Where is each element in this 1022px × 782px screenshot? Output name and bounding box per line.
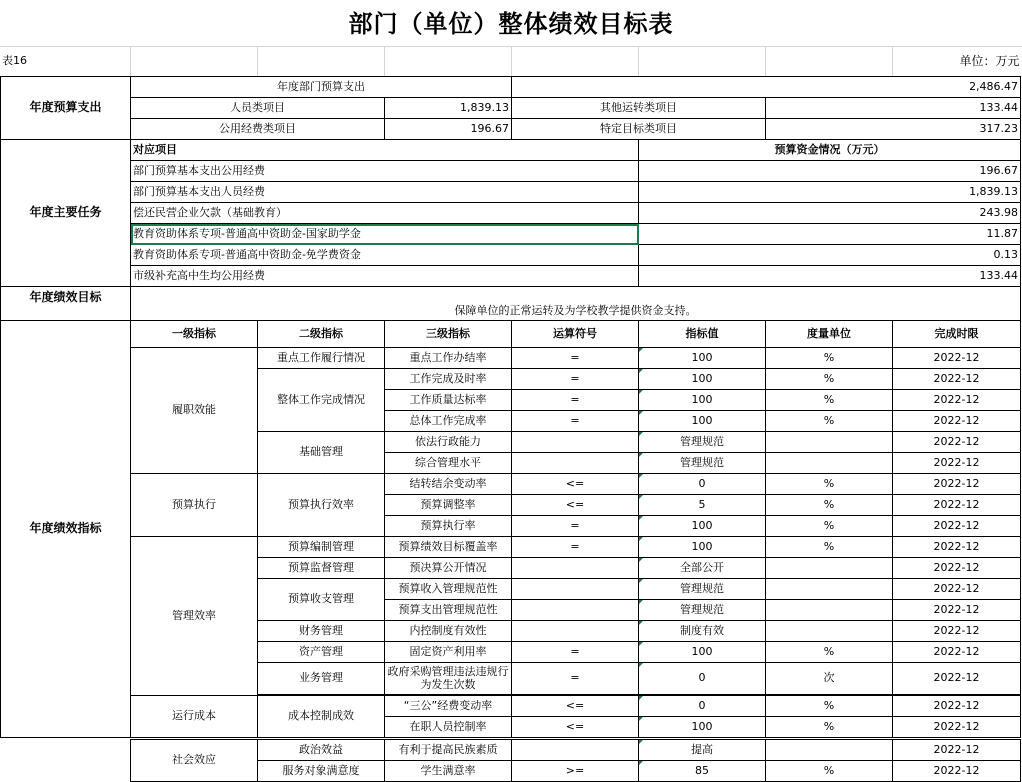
public-expense-value[interactable]: 196.67 [385, 119, 512, 140]
public-expense-label[interactable]: 公用经费类项目 [131, 119, 385, 140]
deadline-cell[interactable]: 2022-12 [893, 474, 1021, 495]
task-name-selected-cell[interactable]: 教育资助体系专项-普通高中资助金-国家助学金 [131, 224, 639, 245]
operator-cell[interactable] [512, 453, 639, 474]
indicator-header[interactable]: 运算符号 [512, 321, 639, 348]
unit-cell[interactable] [766, 621, 893, 642]
unit-cell[interactable]: % [766, 761, 893, 782]
social-effect-rows [130, 739, 1021, 782]
level2-cell[interactable]: 预算编制管理 [258, 537, 385, 558]
level1-cell[interactable]: 管理效率 [131, 537, 258, 696]
deadline-cell[interactable]: 2022-12 [893, 642, 1021, 663]
personnel-label[interactable]: 人员类项目 [131, 98, 385, 119]
deadline-cell[interactable]: 2022-12 [893, 411, 1021, 432]
unit-cell[interactable]: % [766, 390, 893, 411]
unit-cell[interactable] [766, 558, 893, 579]
indicator-header[interactable]: 指标值 [639, 321, 766, 348]
operator-cell[interactable] [512, 432, 639, 453]
value-cell[interactable]: 100 [639, 390, 766, 411]
value-cell[interactable]: 管理规范 [639, 453, 766, 474]
operator-cell[interactable] [512, 740, 639, 761]
indicator-header[interactable]: 完成时限 [893, 321, 1021, 348]
indicator-header[interactable]: 三级指标 [385, 321, 512, 348]
empty-cell[interactable] [130, 47, 257, 77]
operator-cell[interactable]: <= [512, 696, 639, 717]
value-cell[interactable]: 100 [639, 348, 766, 369]
other-ops-label[interactable]: 其他运转类项目 [512, 98, 766, 119]
level3-cell[interactable]: 预算执行率 [385, 516, 512, 537]
operator-cell[interactable]: = [512, 369, 639, 390]
unit-cell[interactable]: % [766, 537, 893, 558]
value-cell[interactable]: 提高 [639, 740, 766, 761]
operator-cell[interactable]: = [512, 537, 639, 558]
deadline-cell[interactable]: 2022-12 [893, 432, 1021, 453]
unit-cell[interactable]: % [766, 717, 893, 738]
level3-cell[interactable]: 固定资产利用率 [385, 642, 512, 663]
operator-cell[interactable]: = [512, 516, 639, 537]
empty-cell[interactable] [384, 47, 511, 77]
value-cell[interactable]: 0 [639, 696, 766, 717]
unit-cell[interactable] [766, 740, 893, 761]
value-cell[interactable]: 管理规范 [639, 600, 766, 621]
level1-cell[interactable]: 运行成本 [131, 696, 258, 738]
unit-cell[interactable]: % [766, 495, 893, 516]
unit-cell[interactable]: % [766, 348, 893, 369]
task-name[interactable]: 部门预算基本支出人员经费 [131, 182, 639, 203]
level3-cell[interactable]: “三公”经费变动率 [385, 696, 512, 717]
level3-cell[interactable]: 工作质量达标率 [385, 390, 512, 411]
unit-cell[interactable]: % [766, 516, 893, 537]
deadline-cell[interactable]: 2022-12 [893, 761, 1021, 782]
deadline-cell[interactable]: 2022-12 [893, 537, 1021, 558]
task-amount[interactable]: 11.87 [639, 224, 1021, 245]
level2-cell[interactable]: 预算执行效率 [258, 474, 385, 537]
unit-label: 单位：万元 [892, 47, 1022, 77]
unit-cell[interactable]: % [766, 411, 893, 432]
budget-total-value[interactable]: 2,486.47 [512, 77, 1021, 98]
level3-cell[interactable]: 预算绩效目标覆盖率 [385, 537, 512, 558]
level2-cell[interactable]: 基础管理 [258, 432, 385, 474]
level3-cell[interactable]: 依法行政能力 [385, 432, 512, 453]
level3-cell[interactable]: 总体工作完成率 [385, 411, 512, 432]
level3-cell[interactable]: 政府采购管理违法违规行为发生次数 [385, 663, 512, 695]
value-cell[interactable]: 100 [639, 516, 766, 537]
value-cell[interactable]: 100 [639, 411, 766, 432]
task-amount[interactable]: 243.98 [639, 203, 1021, 224]
operator-cell[interactable]: = [512, 348, 639, 369]
deadline-cell[interactable]: 2022-12 [893, 579, 1021, 600]
page-title: 部门（单位）整体绩效目标表 [348, 10, 674, 38]
level2-cell[interactable]: 重点工作履行情况 [258, 348, 385, 369]
level2-cell[interactable]: 预算监督管理 [258, 558, 385, 579]
deadline-cell[interactable]: 2022-12 [893, 717, 1021, 738]
value-cell[interactable]: 0 [639, 474, 766, 495]
task-name[interactable]: 偿还民营企业欠款（基础教育） [131, 203, 639, 224]
deadline-cell[interactable]: 2022-12 [893, 696, 1021, 717]
level1-cell[interactable]: 履职效能 [131, 348, 258, 474]
empty-cell[interactable] [257, 47, 384, 77]
unit-cell[interactable]: 次 [766, 663, 893, 695]
operator-cell[interactable] [512, 600, 639, 621]
value-cell[interactable]: 管理规范 [639, 432, 766, 453]
unit-cell[interactable] [766, 600, 893, 621]
other-ops-value[interactable]: 133.44 [766, 98, 1021, 119]
level3-cell[interactable]: 有利于提高民族素质 [385, 740, 512, 761]
task-amount[interactable]: 196.67 [639, 161, 1021, 182]
level3-cell[interactable]: 重点工作办结率 [385, 348, 512, 369]
operator-cell[interactable]: <= [512, 474, 639, 495]
operator-cell[interactable]: = [512, 390, 639, 411]
level2-cell[interactable]: 财务管理 [258, 621, 385, 642]
value-cell[interactable]: 85 [639, 761, 766, 782]
level3-cell[interactable]: 结转结余变动率 [385, 474, 512, 495]
level2-cell[interactable]: 服务对象满意度 [258, 761, 385, 782]
level3-cell[interactable]: 学生满意率 [385, 761, 512, 782]
table-number: 表16 [0, 47, 130, 77]
level1-cell[interactable]: 预算执行 [131, 474, 258, 537]
operator-cell[interactable] [512, 558, 639, 579]
deadline-cell[interactable]: 2022-12 [893, 663, 1021, 695]
deadline-cell[interactable]: 2022-12 [893, 348, 1021, 369]
deadline-cell[interactable]: 2022-12 [893, 621, 1021, 642]
unit-cell[interactable]: % [766, 474, 893, 495]
value-cell[interactable]: 全部公开 [639, 558, 766, 579]
level3-cell[interactable]: 预算调整率 [385, 495, 512, 516]
deadline-cell[interactable]: 2022-12 [893, 390, 1021, 411]
task-amount[interactable]: 1,839.13 [639, 182, 1021, 203]
level2-cell[interactable]: 业务管理 [258, 663, 385, 695]
deadline-cell[interactable]: 2022-12 [893, 453, 1021, 474]
level3-cell[interactable]: 综合管理水平 [385, 453, 512, 474]
tasks-section-label: 年度主要任务 [1, 140, 131, 287]
deadline-cell[interactable]: 2022-12 [893, 495, 1021, 516]
operator-cell[interactable]: = [512, 663, 639, 695]
level2-cell[interactable]: 资产管理 [258, 642, 385, 663]
indicator-header[interactable]: 度量单位 [766, 321, 893, 348]
goal-text[interactable]: 保障单位的正常运转及为学校教学提供资金支持。 [131, 287, 1021, 321]
indicator-header[interactable]: 一级指标 [131, 321, 258, 348]
level3-cell[interactable]: 内控制度有效性 [385, 621, 512, 642]
operator-cell[interactable] [512, 621, 639, 642]
task-name[interactable]: 市级补充高中生均公用经费 [131, 266, 639, 287]
operator-cell[interactable] [512, 579, 639, 600]
indicators-section-label: 年度绩效指标 [1, 321, 131, 738]
value-cell[interactable]: 制度有效 [639, 621, 766, 642]
task-amount[interactable]: 0.13 [639, 245, 1021, 266]
special-value[interactable]: 317.23 [766, 119, 1021, 140]
value-cell[interactable]: 5 [639, 495, 766, 516]
value-cell[interactable]: 100 [639, 537, 766, 558]
performance-table [0, 76, 1021, 738]
deadline-cell[interactable]: 2022-12 [893, 600, 1021, 621]
operator-cell[interactable]: = [512, 411, 639, 432]
deadline-cell[interactable]: 2022-12 [893, 740, 1021, 761]
task-amount[interactable]: 133.44 [639, 266, 1021, 287]
value-cell[interactable]: 管理规范 [639, 579, 766, 600]
value-cell[interactable]: 100 [639, 717, 766, 738]
budget-total-label[interactable]: 年度部门预算支出 [131, 77, 512, 98]
empty-cell[interactable] [511, 47, 638, 77]
task-name[interactable]: 部门预算基本支出公用经费 [131, 161, 639, 182]
unit-cell[interactable] [766, 432, 893, 453]
level3-cell[interactable]: 工作完成及时率 [385, 369, 512, 390]
value-cell[interactable]: 100 [639, 369, 766, 390]
tasks-header-item[interactable]: 对应项目 [131, 140, 639, 161]
unit-cell[interactable]: % [766, 369, 893, 390]
unit-cell[interactable]: % [766, 696, 893, 717]
unit-cell[interactable] [766, 453, 893, 474]
unit-cell[interactable]: % [766, 642, 893, 663]
deadline-cell[interactable]: 2022-12 [893, 369, 1021, 390]
value-cell[interactable]: 0 [639, 663, 766, 695]
deadline-cell[interactable]: 2022-12 [893, 558, 1021, 579]
operator-cell[interactable]: <= [512, 717, 639, 738]
empty-cell[interactable] [638, 47, 765, 77]
deadline-cell[interactable]: 2022-12 [893, 516, 1021, 537]
value-cell[interactable]: 100 [639, 642, 766, 663]
task-name[interactable]: 教育资助体系专项-普通高中资助金-免学费资金 [131, 245, 639, 266]
personnel-value[interactable]: 1,839.13 [385, 98, 512, 119]
level2-cell[interactable]: 政治效益 [258, 740, 385, 761]
level3-cell[interactable]: 预决算公开情况 [385, 558, 512, 579]
unit-cell[interactable] [766, 579, 893, 600]
level3-cell[interactable]: 预算收入管理规范性 [385, 579, 512, 600]
operator-cell[interactable]: = [512, 642, 639, 663]
budget-section-label: 年度预算支出 [1, 77, 131, 140]
level3-cell[interactable]: 预算支出管理规范性 [385, 600, 512, 621]
grid-top-row [0, 46, 1022, 77]
empty-cell[interactable] [765, 47, 892, 77]
indicator-header[interactable]: 二级指标 [258, 321, 385, 348]
level2-cell[interactable]: 预算收支管理 [258, 579, 385, 621]
level3-cell[interactable]: 在职人员控制率 [385, 717, 512, 738]
tasks-header-amount[interactable]: 预算资金情况（万元） [639, 140, 1021, 161]
goal-section-label: 年度绩效目标 [1, 287, 131, 321]
special-label[interactable]: 特定目标类项目 [512, 119, 766, 140]
level2-cell[interactable]: 整体工作完成情况 [258, 369, 385, 432]
operator-cell[interactable]: <= [512, 495, 639, 516]
operator-cell[interactable]: >= [512, 761, 639, 782]
level2-cell[interactable]: 成本控制成效 [258, 696, 385, 738]
level1-cell[interactable]: 社会效应 [131, 740, 258, 782]
